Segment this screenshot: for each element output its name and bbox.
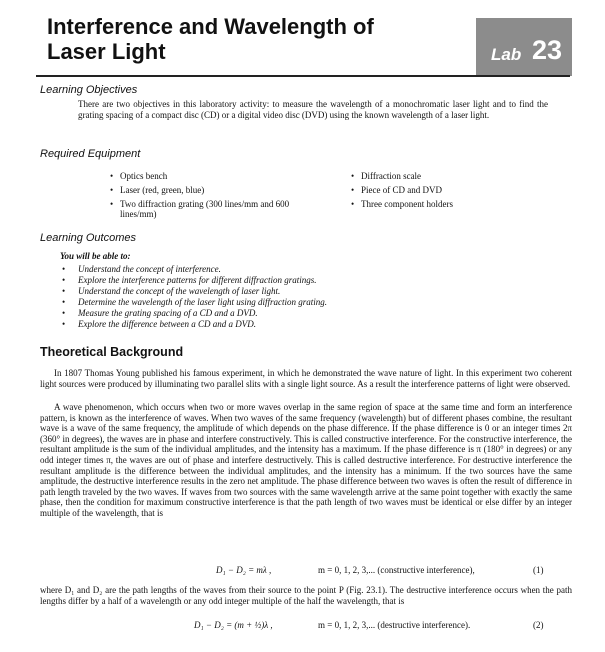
theory-paragraph-2: A wave phenomenon, which occurs when two or more waves overlap in the same region of space at the same time and form an interference pattern, is known as the interference of waves. When two waves of the same frequency (wavelength) but of different phases combine, the resultant wave is a wave of the same frequency, the amplitude of which depends on the phase difference. If the phase difference is 0 or an integer times 2π (360° in degrees), the waves are in phase and interfere constructively. This is called constructive interference. For the constructive interference, the resultant amplitude is the sum of the individual amplitudes, and the intensity has a maximum. If the phase difference is π (180° in degrees) or any odd integer times π, the waves are out of phase and interfere destructively. This is called destructive interference. For destructive interference the resultant amplitude is the difference between the individual amplitudes, and the intensity has a minimum. If the two sources have the same amplitude, the destructive interference results in the zero net amplitude. The phase difference between two waves is often the result of difference in path length traveled by the two waves. If waves from two sources with the same wavelength arrive at the same point together with exactly the same phase, then the condition for maximum constructive interference is that the path length of two waves must be identical or else differ by an integer multiple of the wavelength, that is <box>40 402 572 518</box>
equation-2-condition: m = 0, 1, 2, 3,... (destructive interference). <box>318 620 471 630</box>
equation-1-number: (1) <box>533 565 544 575</box>
theory-paragraph-3: where D₁ and D₂ are the path lengths of the waves from their source to the point P (Fig. 23.1). The destructive interference occurs when the path lengths differ by a half of a wavelength or any odd integer multiple of the half the wavelength, that is <box>40 585 572 606</box>
theory-heading: Theoretical Background <box>40 345 184 359</box>
equipment-item: • Laser (red, green, blue) <box>110 185 315 196</box>
outcome-item: • Understand the concept of the wavelength of laser light. <box>62 286 532 297</box>
outcome-item: • Determine the wavelength of the laser light using diffraction grating. <box>62 297 532 308</box>
equipment-heading: Required Equipment <box>40 148 141 160</box>
equation-1: D₁ − D₂ = mλ , <box>216 565 272 575</box>
objectives-text: There are two objectives in this laboratory activity: to measure the wavelength of a monochromatic laser light and to find the grating spacing of a compact disc (CD) or a digital video disc (DVD) using the known wavelength of a laser light. <box>78 99 548 120</box>
title-line-1: Interference and Wavelength of <box>47 14 374 39</box>
lab-number: 23 <box>532 35 563 65</box>
lab-label: Lab <box>491 45 522 64</box>
equation-1-condition: m = 0, 1, 2, 3,... (constructive interference), <box>318 565 475 575</box>
page-title <box>47 14 467 64</box>
outcomes-heading: Learning Outcomes <box>40 232 136 244</box>
equipment-item: • Diffraction scale <box>351 171 541 182</box>
equipment-list-right <box>351 171 541 212</box>
outcome-item: • Understand the concept of interference. <box>62 264 532 275</box>
outcome-item: • Explore the interference patterns for different diffraction gratings. <box>62 275 532 286</box>
outcome-item: • Measure the grating spacing of a CD and a DVD. <box>62 308 532 319</box>
equipment-list-left <box>110 171 315 223</box>
equipment-item: • Optics bench <box>110 171 315 182</box>
theory-paragraph-1: In 1807 Thomas Young published his famous experiment, in which he demonstrated the wave nature of light. In this experiment two coherent light sources were produced by illuminating two parallel slits with a single light source. As a result the interference patterns of light were observed. <box>40 368 572 389</box>
lab-badge <box>476 18 572 76</box>
equipment-item: • Three component holders <box>351 199 541 210</box>
title-line-2: Laser Light <box>47 39 166 64</box>
equipment-item: • Two diffraction grating (300 lines/mm and 600 lines/mm) <box>110 199 315 221</box>
header-divider <box>36 75 570 77</box>
outcomes-intro: You will be able to: <box>60 251 131 261</box>
outcome-item: • Explore the difference between a CD and a DVD. <box>62 319 532 330</box>
equipment-item: • Piece of CD and DVD <box>351 185 541 196</box>
objectives-heading: Learning Objectives <box>40 84 138 96</box>
equation-2: D₁ − D₂ = (m + ½)λ , <box>194 620 273 630</box>
equation-2-number: (2) <box>533 620 544 630</box>
outcomes-list <box>62 264 532 331</box>
